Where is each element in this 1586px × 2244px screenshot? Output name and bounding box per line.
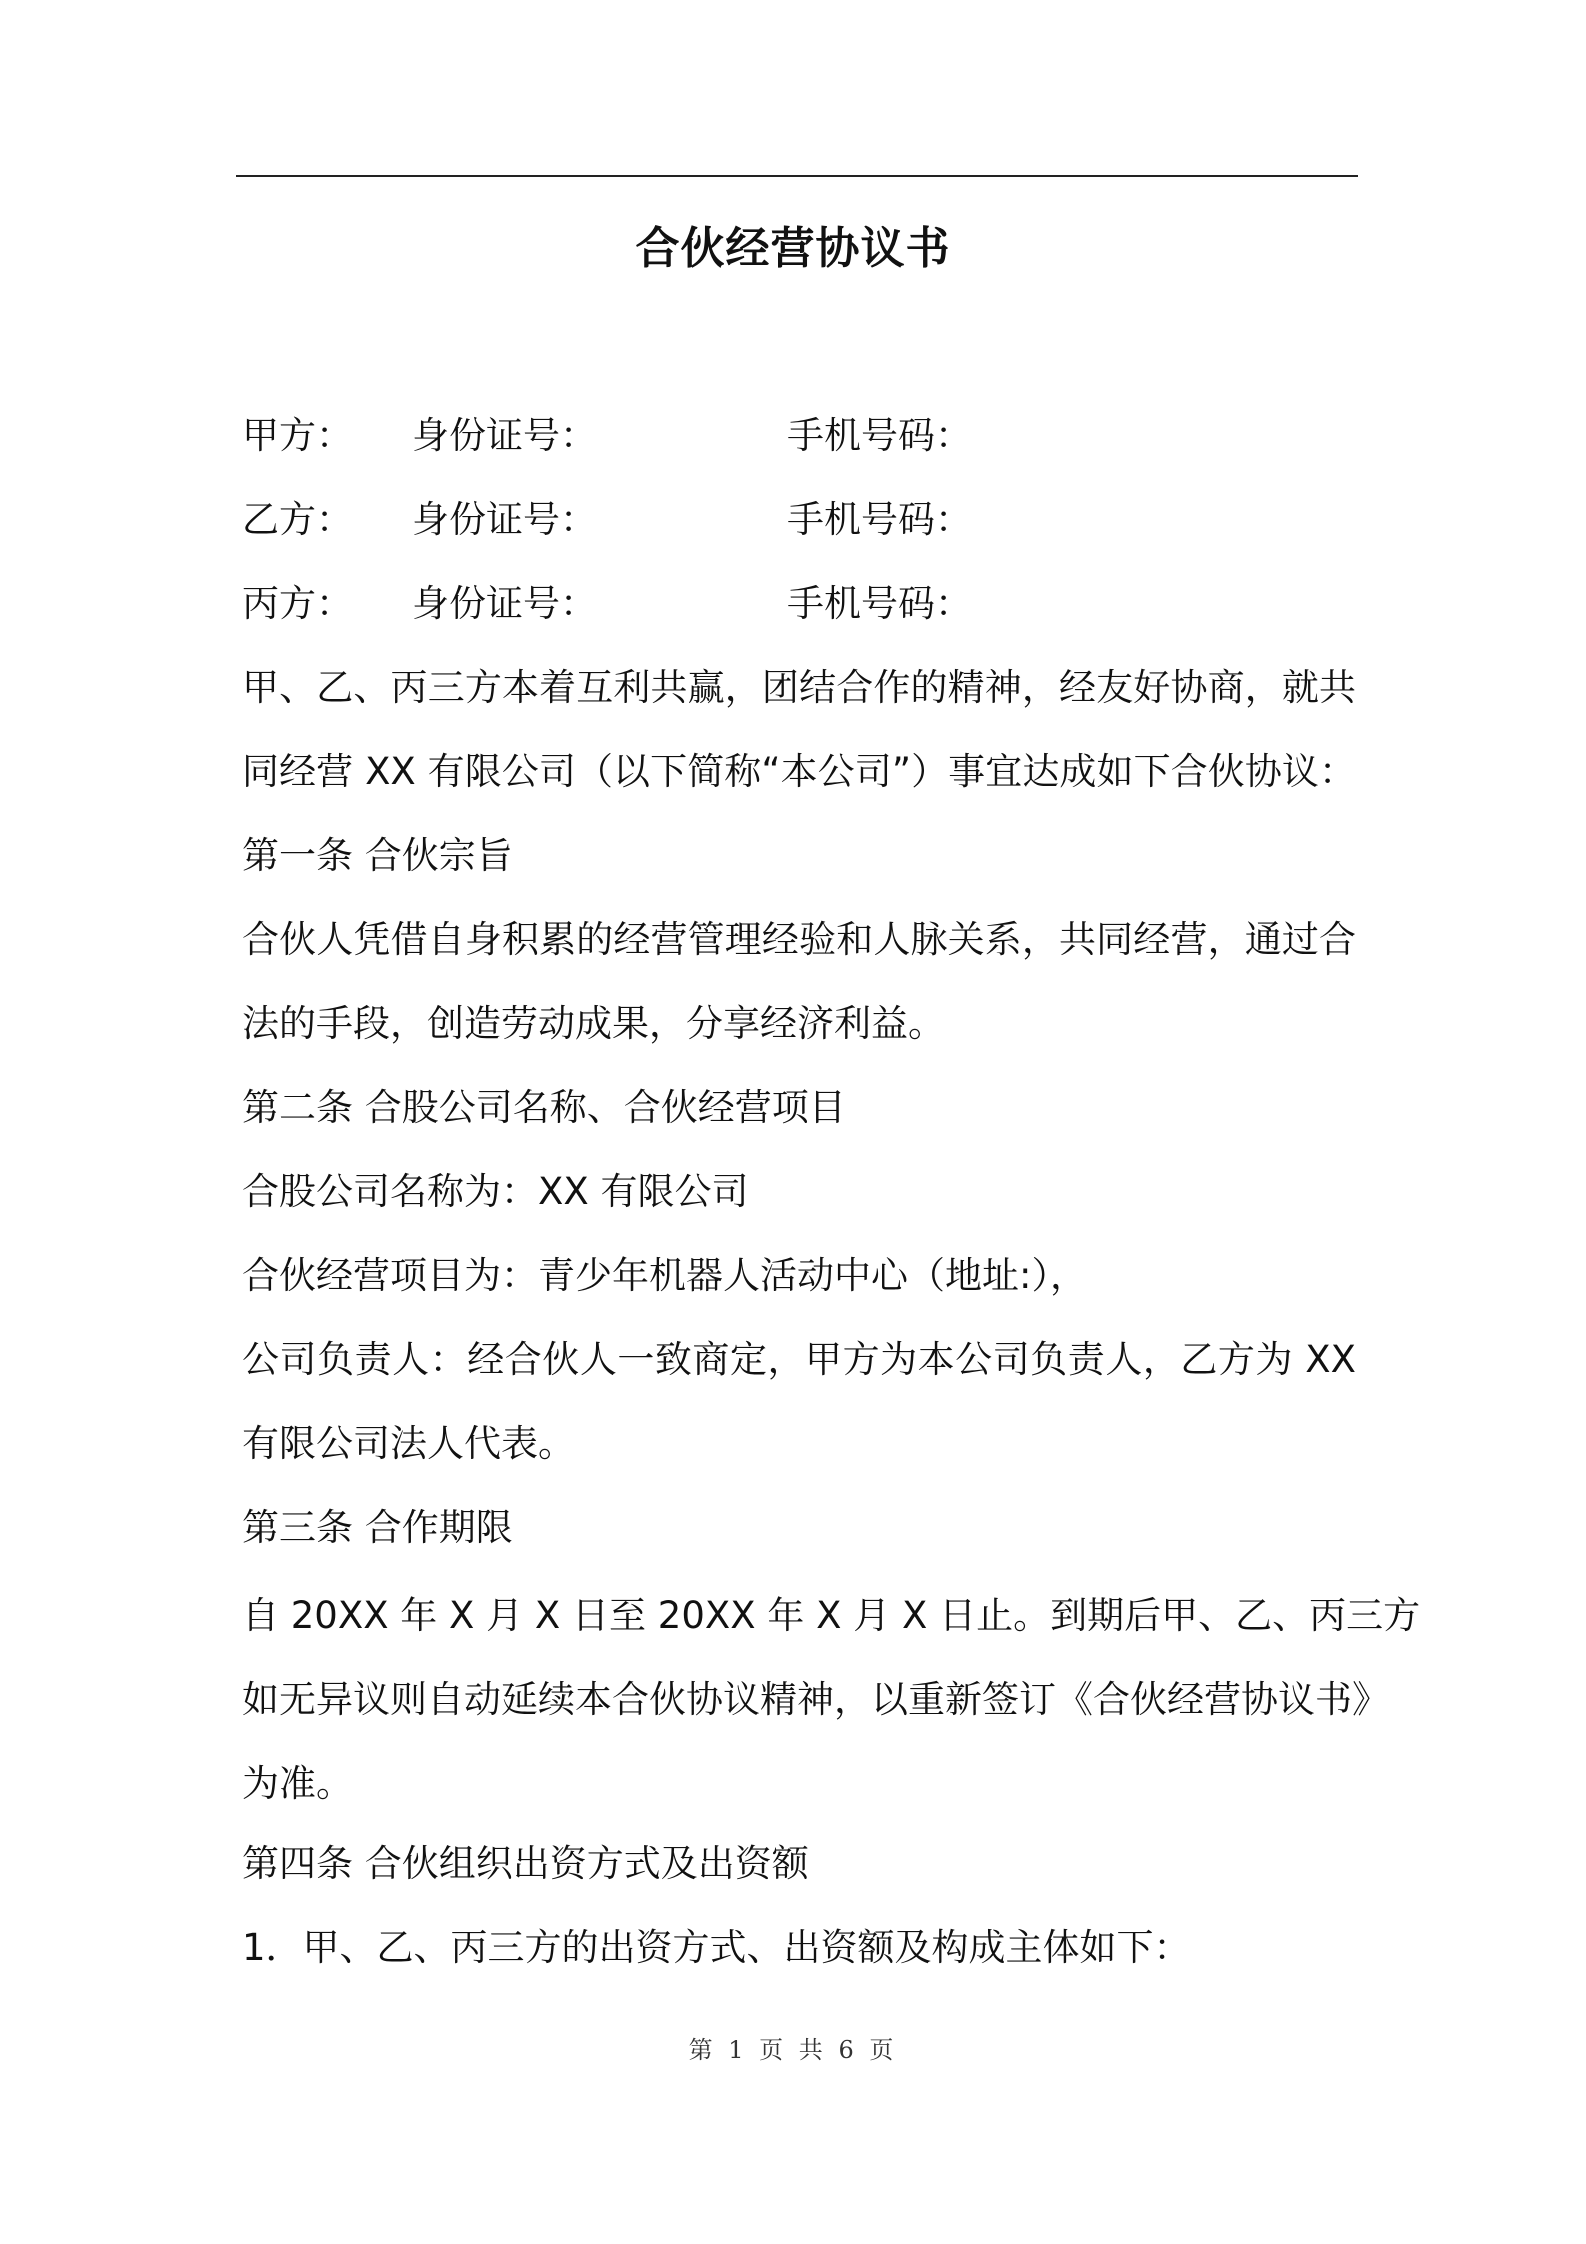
responsible-person-line: 有限公司法人代表。 xyxy=(242,1422,575,1465)
article-1-line: 法的手段，创造劳动成果，分享经济利益。 xyxy=(242,1002,945,1045)
phone-number-label: 手机号码： xyxy=(787,498,972,541)
id-number-label: 身份证号： xyxy=(412,414,597,457)
party-row-b xyxy=(242,478,1356,562)
article-3-heading: 第三条 合作期限 xyxy=(242,1506,513,1549)
article-3-line: 如无异议则自动延续本合伙协议精神，以重新签订《合伙经营协议书》 xyxy=(242,1678,1389,1721)
header-rule xyxy=(236,175,1358,177)
article-1-line: 合伙人凭借自身积累的经营管理经验和人脉关系，共同经营，通过合 xyxy=(242,918,1356,961)
page-number-footer: 第 1 页 共 6 页 xyxy=(688,2036,898,2064)
id-number-label: 身份证号： xyxy=(412,498,597,541)
intro-line: 甲、乙、丙三方本着互利共赢，团结合作的精神，经友好协商，就共 xyxy=(242,666,1356,709)
article-1-paragraph xyxy=(242,898,1356,1066)
article-3-paragraph xyxy=(242,1574,1421,1826)
project-line: 合伙经营项目为：青少年机器人活动中心（地址:）， xyxy=(242,1254,1087,1297)
phone-number-label: 手机号码： xyxy=(787,582,972,625)
document-title: 合伙经营协议书 xyxy=(635,223,951,274)
intro-paragraph xyxy=(242,646,1356,814)
company-name-line: 合股公司名称为：XX 有限公司 xyxy=(242,1170,749,1213)
party-row-a xyxy=(242,394,1356,478)
party-label: 丙方： xyxy=(242,582,353,625)
article-3-line: 为准。 xyxy=(242,1762,353,1805)
article-3-line: 自 20XX 年 X 月 X 日至 20XX 年 X 月 X 日止。到期后甲、乙、丙三方 xyxy=(242,1594,1421,1637)
article-1-heading: 第一条 合伙宗旨 xyxy=(242,834,513,877)
article-4-heading: 第四条 合伙组织出资方式及出资额 xyxy=(242,1842,809,1885)
article-2-heading: 第二条 合股公司名称、合伙经营项目 xyxy=(242,1086,846,1129)
party-label: 甲方： xyxy=(242,414,353,457)
id-number-label: 身份证号： xyxy=(412,582,597,625)
intro-line: 同经营 XX 有限公司（以下简称“本公司”）事宜达成如下合伙协议： xyxy=(242,750,1356,793)
responsible-person-paragraph xyxy=(242,1318,1356,1486)
party-label: 乙方： xyxy=(242,498,353,541)
article-4-item-1: 1．甲、乙、丙三方的出资方式、出资额及构成主体如下： xyxy=(242,1926,1191,1969)
phone-number-label: 手机号码： xyxy=(787,414,972,457)
party-row-c xyxy=(242,562,1356,646)
responsible-person-line: 公司负责人：经合伙人一致商定，甲方为本公司负责人，乙方为 XX xyxy=(242,1338,1356,1381)
